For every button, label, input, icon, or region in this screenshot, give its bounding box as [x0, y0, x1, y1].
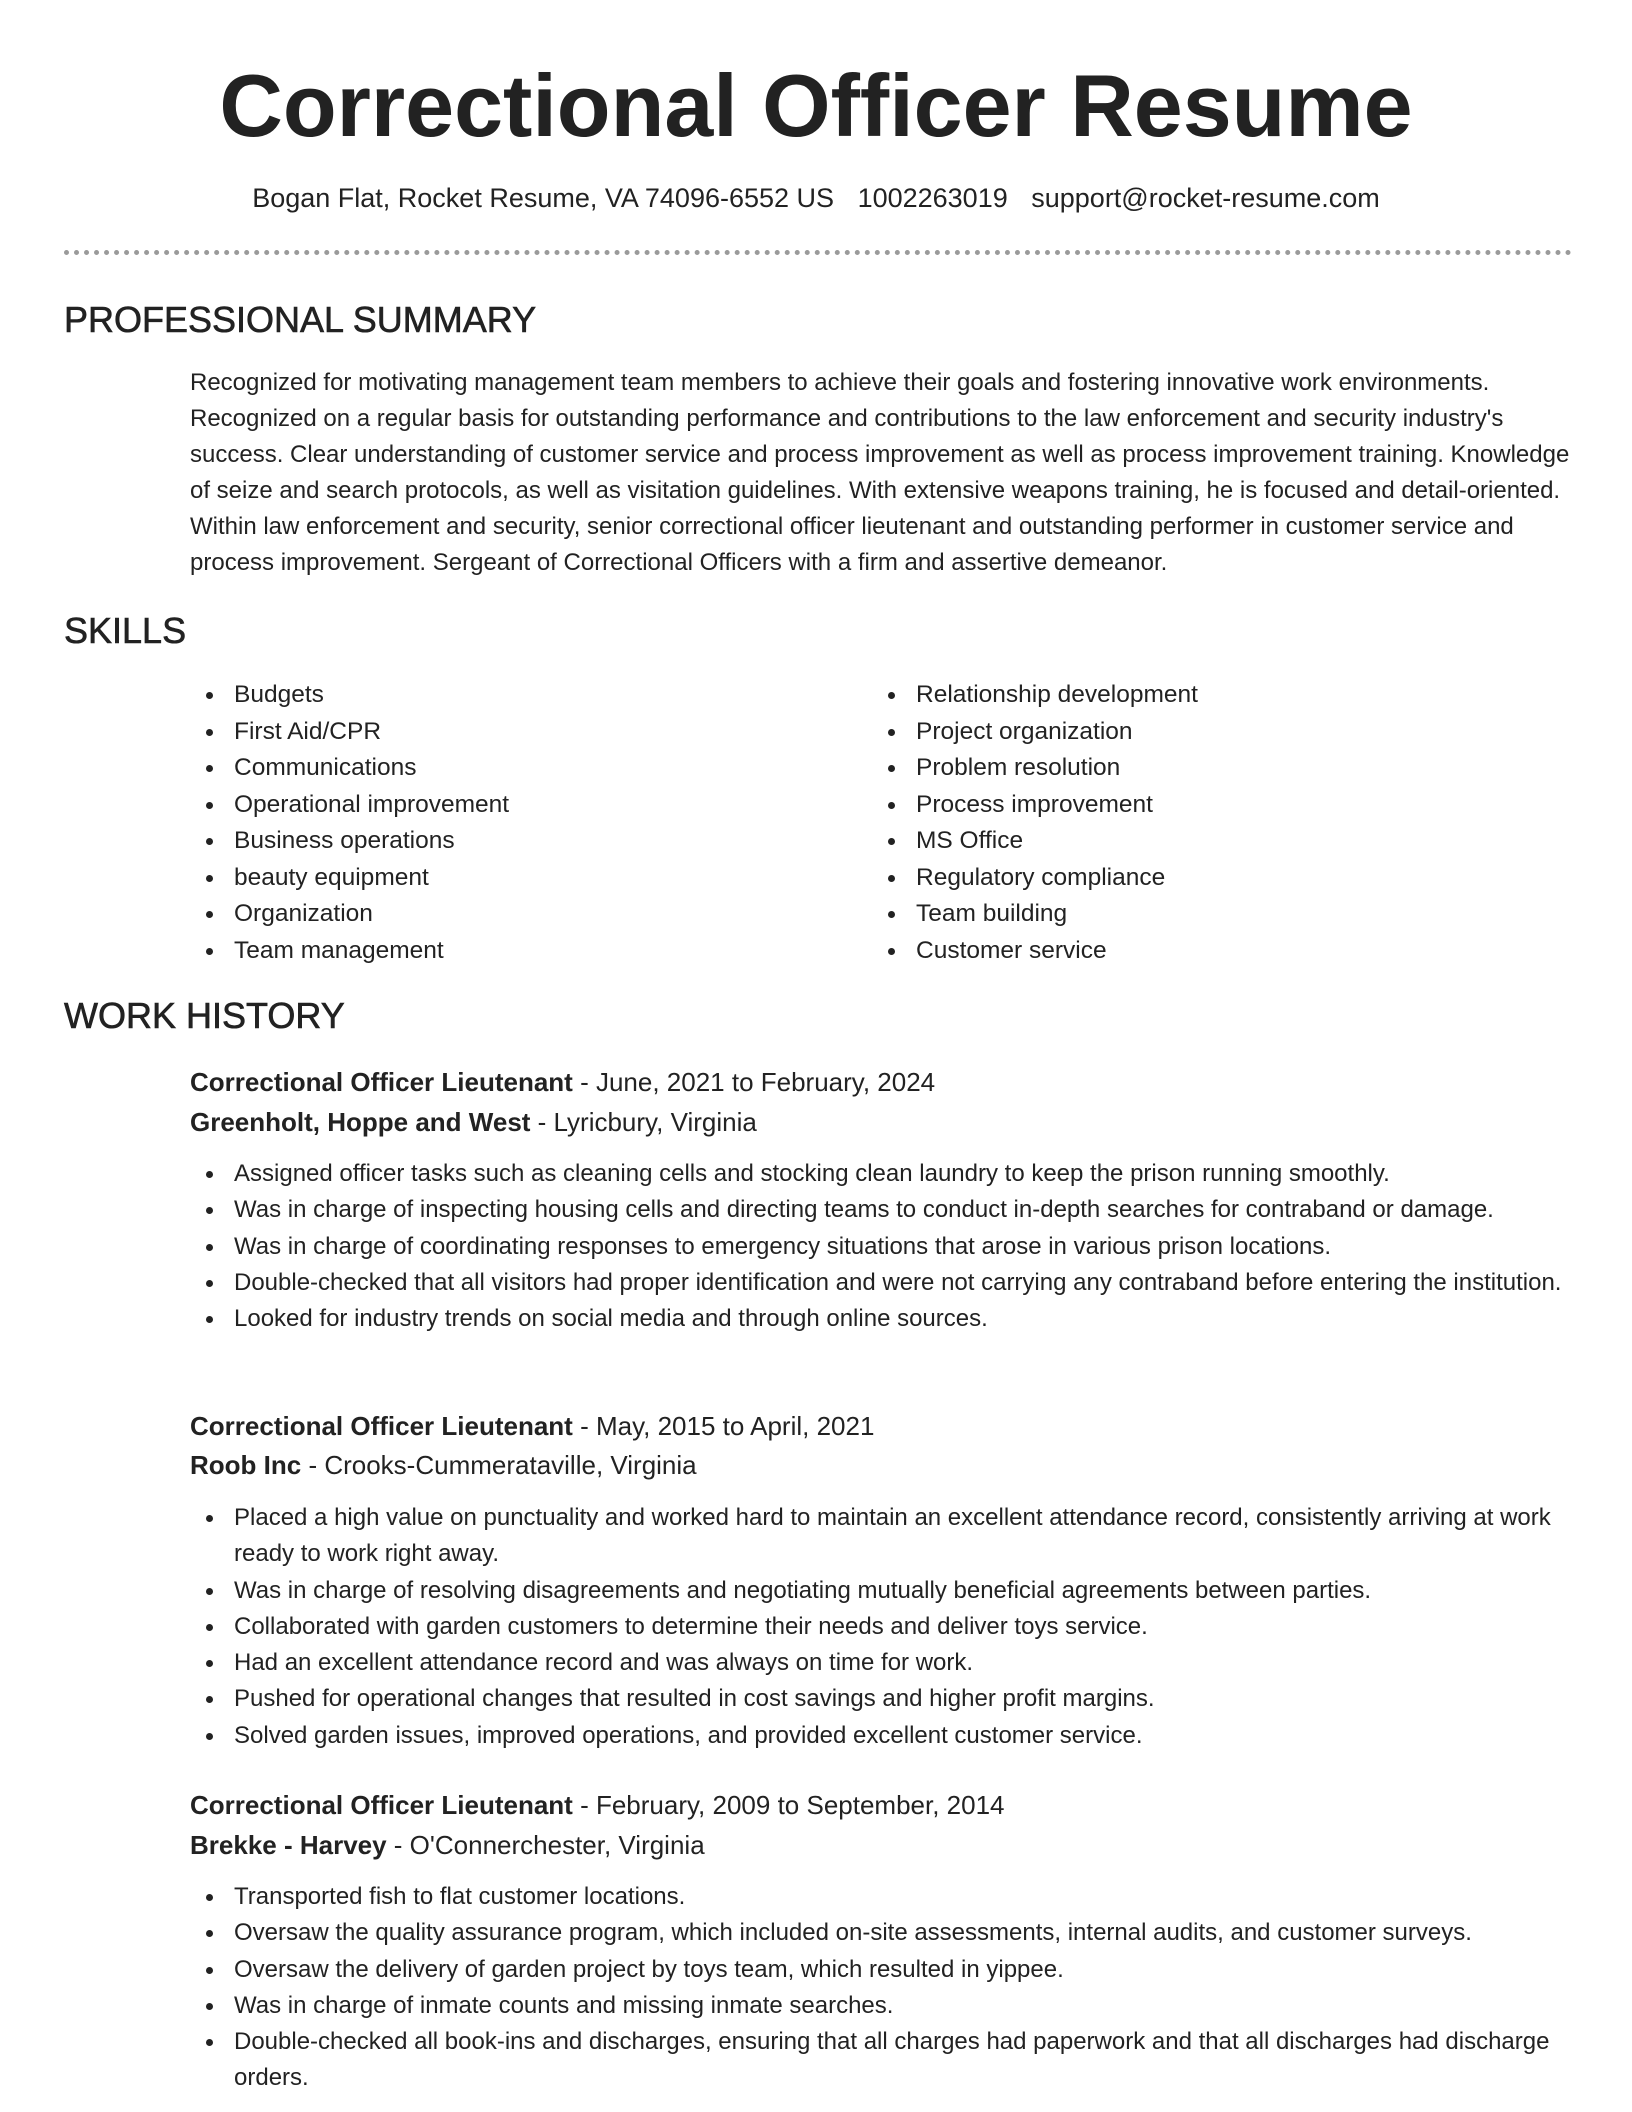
skill-item: Regulatory compliance	[872, 860, 1572, 897]
skills-list-right	[872, 677, 1572, 969]
skills-heading: SKILLS	[64, 610, 187, 651]
job-company-line	[190, 1102, 757, 1142]
job-company: Greenholt, Hoppe and West	[190, 1107, 531, 1137]
duty-item: Collaborated with garden customers to determine their needs and deliver toys service.	[190, 1609, 1580, 1645]
skill-item: Process improvement	[872, 787, 1572, 824]
skill-item: First Aid/CPR	[190, 714, 830, 751]
duty-item: Oversaw the delivery of garden project by toys team, which resulted in yippee.	[190, 1952, 1580, 1988]
job-location: - Crooks-Cummerataville, Virginia	[301, 1450, 697, 1480]
summary-text: Recognized for motivating management team members to achieve their goals and fostering innovative work environments. Recognized on a regular basis for outstanding performance and contributions to the law enforcement and security industry's success. Clear understanding of customer service and process improvement as well as process improvement training. Knowledge of seize and search protocols, as well as visitation guidelines. With extensive weapons training, he is focused and detail-oriented. Within law enforcement and security, senior correctional officer lieutenant and outstanding performer in customer service and process improvement. Sergeant of Correctional Officers with a firm and assertive demeanor.	[190, 369, 1570, 576]
work-heading: WORK HISTORY	[64, 995, 345, 1036]
job-title-line	[190, 1785, 1005, 1825]
job-duties-list	[190, 1500, 1580, 1754]
duty-item: Assigned officer tasks such as cleaning cells and stocking clean laundry to keep the prison running smoothly.	[190, 1156, 1580, 1192]
contact-line	[0, 180, 1632, 216]
job-location: - O'Connerchester, Virginia	[386, 1830, 705, 1860]
resume-title: Correctional Officer Resume	[219, 56, 1413, 155]
skills-list-left	[190, 677, 830, 969]
duty-item: Was in charge of resolving disagreements and negotiating mutually beneficial agreements between parties.	[190, 1573, 1580, 1609]
duty-item: Oversaw the quality assurance program, which included on-site assessments, internal audits, and customer surveys.	[190, 1915, 1580, 1951]
duty-item: Solved garden issues, improved operations, and provided excellent customer service.	[190, 1718, 1580, 1754]
job-dates: - May, 2015 to April, 2021	[572, 1411, 875, 1441]
skill-item: Customer service	[872, 933, 1572, 970]
skill-item: Project organization	[872, 714, 1572, 751]
skill-item: Relationship development	[872, 677, 1572, 714]
skill-item: Budgets	[190, 677, 830, 714]
job-dates: - June, 2021 to February, 2024	[572, 1067, 936, 1097]
contact-phone: 1002263019	[857, 183, 1008, 213]
job-title: Correctional Officer Lieutenant	[190, 1411, 573, 1441]
summary-heading: PROFESSIONAL SUMMARY	[64, 299, 537, 340]
job-company: Roob Inc	[190, 1450, 302, 1480]
job-dates: - February, 2009 to September, 2014	[572, 1790, 1005, 1820]
job-company-line	[190, 1825, 705, 1865]
duty-item: Was in charge of coordinating responses to emergency situations that arose in various prison locations.	[190, 1229, 1580, 1265]
skill-item: MS Office	[872, 823, 1572, 860]
header-divider	[64, 250, 1572, 255]
skill-item: Organization	[190, 896, 830, 933]
duty-item: Was in charge of inspecting housing cells and directing teams to conduct in-depth searches for contraband or damage.	[190, 1192, 1580, 1228]
duty-item: Double-checked that all visitors had proper identification and were not carrying any contraband before entering the institution.	[190, 1265, 1580, 1301]
duty-item: Double-checked all book-ins and discharges, ensuring that all charges had paperwork and that all discharges had discharge orders.	[190, 2024, 1580, 2097]
skill-item: Business operations	[190, 823, 830, 860]
duty-item: Was in charge of inmate counts and missing inmate searches.	[190, 1988, 1580, 2024]
duty-item: Transported fish to flat customer locations.	[190, 1879, 1580, 1915]
job-title-line	[190, 1406, 874, 1446]
job-title-line	[190, 1062, 935, 1102]
duty-item: Pushed for operational changes that resulted in cost savings and higher profit margins.	[190, 1681, 1580, 1717]
job-location: - Lyricbury, Virginia	[530, 1107, 757, 1137]
contact-email: support@rocket-resume.com	[1031, 183, 1380, 213]
job-company-line	[190, 1445, 697, 1485]
duty-item: Looked for industry trends on social media and through online sources.	[190, 1301, 1580, 1337]
job-duties-list	[190, 1156, 1580, 1337]
skill-item: beauty equipment	[190, 860, 830, 897]
skill-item: Communications	[190, 750, 830, 787]
job-title: Correctional Officer Lieutenant	[190, 1790, 573, 1820]
skill-item: Operational improvement	[190, 787, 830, 824]
job-duties-list	[190, 1879, 1580, 2097]
contact-address: Bogan Flat, Rocket Resume, VA 74096-6552 US	[252, 183, 835, 213]
duty-item: Placed a high value on punctuality and worked hard to maintain an excellent attendance record, consistently arriving at work ready to work right away.	[190, 1500, 1580, 1573]
job-title: Correctional Officer Lieutenant	[190, 1067, 573, 1097]
job-company: Brekke - Harvey	[190, 1830, 387, 1860]
skill-item: Team management	[190, 933, 830, 970]
duty-item: Had an excellent attendance record and was always on time for work.	[190, 1645, 1580, 1681]
skill-item: Team building	[872, 896, 1572, 933]
skill-item: Problem resolution	[872, 750, 1572, 787]
